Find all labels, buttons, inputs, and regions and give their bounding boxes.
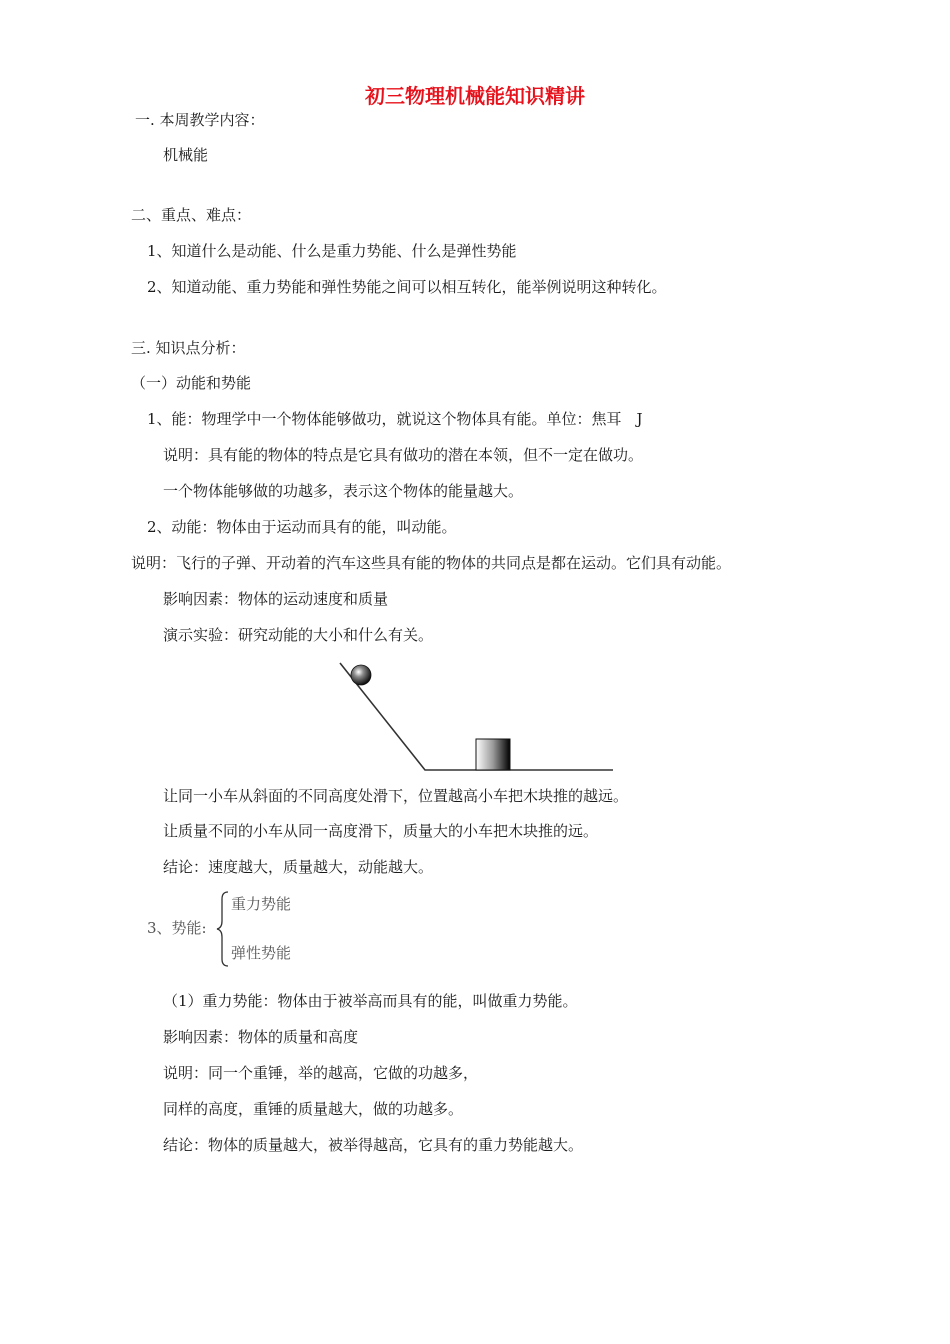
gravitational-pe-factors: 影响因素：物体的质量和高度	[163, 1028, 359, 1046]
curly-brace	[215, 890, 231, 968]
elastic-potential-energy-type: 弹性势能	[231, 944, 292, 962]
page-title: 初三物理机械能知识精讲	[365, 84, 585, 108]
energy-definition: 1、能：物理学中一个物体能够做功，就说这个物体具有能。单位：焦耳 J	[147, 410, 643, 428]
section-3-heading: 三. 知识点分析：	[131, 339, 246, 357]
kinetic-energy-note: 说明：飞行的子弹、开动着的汽车这些具有能的物体的共同点是都在运动。它们具有动能。	[131, 554, 732, 572]
kinetic-energy-conclusion: 结论：速度越大，质量越大，动能越大。	[163, 858, 434, 876]
section-1-content: 机械能	[163, 146, 209, 164]
demo-experiment-label: 演示实验：研究动能的大小和什么有关。	[163, 626, 434, 644]
wooden-block	[476, 739, 510, 770]
energy-note-2: 一个物体能够做的功越多，表示这个物体的能量越大。	[163, 482, 524, 500]
kinetic-energy-definition: 2、动能：物体由于运动而具有的能，叫动能。	[147, 518, 457, 536]
section-1-heading: 一. 本周教学内容：	[135, 111, 265, 129]
gravitational-pe-note-2: 同样的高度，重锤的质量越大，做的功越多。	[163, 1100, 464, 1118]
gravitational-pe-note-1: 说明：同一个重锤，举的越高，它做的功越多，	[163, 1064, 479, 1082]
kinetic-energy-factors: 影响因素：物体的运动速度和质量	[163, 590, 389, 608]
section-2-heading: 二、重点、难点：	[131, 206, 252, 224]
observation-1: 让同一小车从斜面的不同高度处滑下，位置越高小车把木块推的越远。	[163, 787, 629, 805]
energy-note-1: 说明：具有能的物体的特点是它具有做功的潜在本领，但不一定在做功。	[163, 446, 644, 464]
ramp-experiment-diagram	[335, 658, 615, 778]
potential-energy-label: 3、势能:	[147, 919, 207, 937]
key-point-1: 1、知道什么是动能、什么是重力势能、什么是弹性势能	[147, 242, 517, 260]
ball	[351, 665, 371, 685]
observation-2: 让质量不同的小车从同一高度滑下，质量大的小车把木块推的远。	[163, 822, 599, 840]
gravitational-pe-conclusion: 结论：物体的质量越大，被举得越高，它具有的重力势能越大。	[163, 1136, 584, 1154]
gravitational-pe-definition: （1）重力势能：物体由于被举高而具有的能，叫做重力势能。	[163, 992, 578, 1010]
subsection-heading: （一）动能和势能	[131, 374, 252, 392]
gravitational-potential-energy-type: 重力势能	[231, 895, 292, 913]
key-point-2: 2、知道动能、重力势能和弹性势能之间可以相互转化，能举例说明这种转化。	[147, 278, 667, 296]
